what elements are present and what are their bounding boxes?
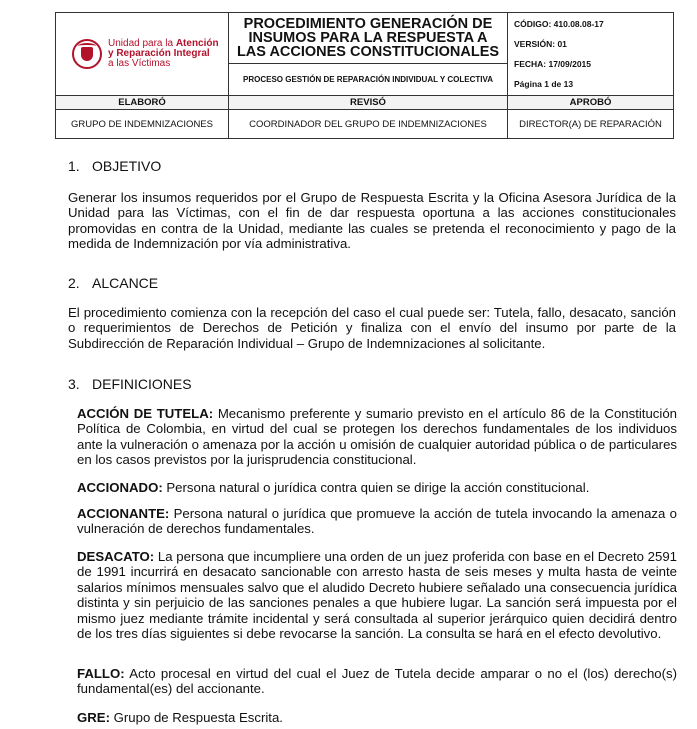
document-version: VERSIÓN: 01 [514,39,567,49]
logo-line2: y Reparación Integral [108,48,210,59]
definition-gre [77,710,677,725]
coat-of-arms-icon [72,39,102,69]
role-label-elaboro: ELABORÓ [56,96,229,110]
section-heading-alcance [68,275,158,291]
role-label-aprobo: APROBÓ [508,96,674,110]
document-header-table [55,12,674,139]
role-label-reviso: REVISÓ [229,96,508,110]
definition-term: FALLO: [77,666,125,681]
logo-line3: a las Víctimas [108,58,171,69]
logo-text [108,39,219,69]
definition-desacato [77,549,677,641]
section-title: ALCANCE [92,275,159,291]
definition-fallo [77,666,677,697]
alcance-paragraph: El procedimiento comienza con la recepción del caso el cual puede ser: Tutela, fallo, desacato, sanción o requerimientos de Derechos de Petición y finaliza con el envío del insumo por parte de la Subdirección de Reparación Individual – Grupo de Indemnizaciones al solicitante. [68,305,676,351]
section-heading-objetivo [68,158,161,174]
definition-text: Persona natural o jurídica contra quien se dirige la acción constitucional. [162,480,590,495]
logo-cell [56,13,229,96]
section-number: 3. [68,376,80,392]
definition-accion-de-tutela [77,406,677,468]
definition-text: Persona natural o jurídica que promueve la acción de tutela invocando la amenaza o vulneración de derechos fundamentales. [77,506,677,537]
definition-term: GRE: [77,710,110,725]
definition-text: Grupo de Respuesta Escrita. [109,710,283,725]
definition-term: ACCIONADO: [77,480,163,495]
role-value-elaboro: GRUPO DE INDEMNIZACIONES [56,110,229,139]
section-number: 1. [68,158,80,174]
role-value-aprobo: DIRECTOR(A) DE REPARACIÓN [508,110,674,139]
document-date: FECHA: 17/09/2015 [514,59,592,69]
page-number: Página 1 de 13 [514,79,574,89]
definition-text: Mecanismo preferente y sumario previsto en el artículo 86 de la Constitución Política de Colombia, en virtud del cual se protegen los derechos fundamentales de los individuos ante la vulneración o amenaza por la acción u omisión de cualquier autoridad pública o de particulares en los casos previstos por la jurisprudencia constitucional. [77,406,677,468]
institution-logo [56,39,228,69]
role-value-reviso: COORDINADOR DEL GRUPO DE INDEMNIZACIONES [229,110,508,139]
document-title: PROCEDIMIENTO GENERACIÓN DE INSUMOS PARA LA RESPUESTA A LAS ACCIONES CONSTITUCIONALES [236,16,500,60]
logo-line1: Unidad para la [108,38,176,49]
title-cell [229,13,508,64]
definition-term: DESACATO: [77,549,155,564]
definition-text: Acto procesal en virtud del cual el Juez de Tutela decide amparar o no el (los) derecho(s) fundamental(es) del accionante. [77,666,677,697]
definition-term: ACCIONANTE: [77,506,170,521]
logo-line1-bold: Atención [175,38,219,49]
process-name: PROCESO GESTIÓN DE REPARACIÓN INDIVIDUAL Y COLECTIVA [229,64,508,96]
objetivo-paragraph: Generar los insumos requeridos por el Grupo de Respuesta Escrita y la Oficina Asesora Jurídica de la Unidad para las Víctimas, con el fin de dar respuesta oportuna a las acciones constitucionales promovidas en contra de la Unidad, mediante las cuales se pretenda el reconocimiento y pago de la medida de Indemnización por vía administrativa. [68,190,676,252]
section-heading-definiciones [68,376,192,392]
meta-cell [508,13,674,96]
definition-accionante [77,506,677,537]
definition-text: La persona que incumpliere una orden de un juez proferida con base en el Decreto 2591 de 1991 incurrirá en desacato sancionable con arresto hasta de seis meses y multa hasta de veinte salarios mínimos mensuales salvo que el aludido Decreto hubiere señalado una consecuencia jurídica distinta y sin perjuicio de las sanciones penales a que hubiere lugar. La sanción será impuesta por el mismo juez mediante trámite incidental y será consultada al superior jerárquico quien decidirá dentro de los tres días siguientes si debe revocarse la sanción. La consulta se hará en el efecto devolutivo. [77,549,677,642]
document-code: CÓDIGO: 410.08.08-17 [514,19,604,29]
section-title: OBJETIVO [92,158,162,174]
definition-accionado [77,480,677,495]
section-title: DEFINICIONES [92,376,192,392]
section-number: 2. [68,275,80,291]
definition-term: ACCIÓN DE TUTELA: [77,406,214,421]
